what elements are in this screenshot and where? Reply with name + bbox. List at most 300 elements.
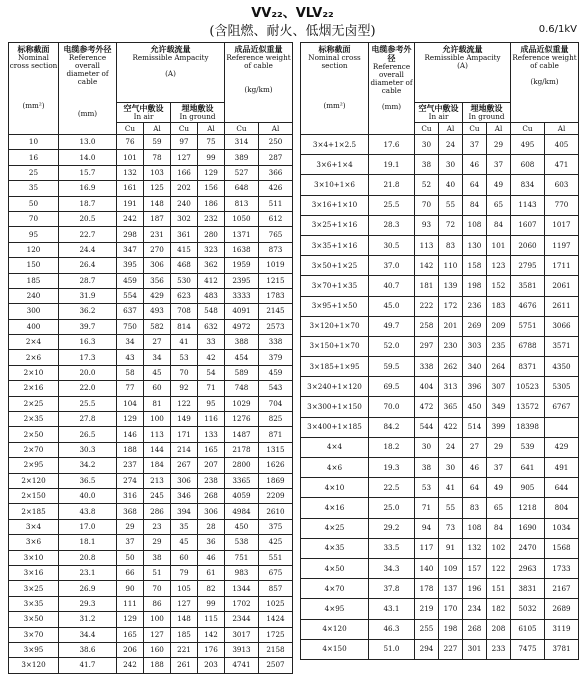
- table-cell: 361: [171, 227, 198, 242]
- table-cell: 2×70: [9, 442, 59, 457]
- table-cell: 146: [117, 427, 144, 442]
- table-cell: 388: [225, 335, 259, 350]
- table-cell: 3×16: [9, 565, 59, 580]
- cu-header: Cu: [463, 123, 487, 135]
- table-cell: 1276: [225, 412, 259, 427]
- table-cell: 156: [198, 181, 225, 196]
- table-cell: 3×16+1×10: [301, 195, 369, 215]
- table-cell: 60: [144, 381, 171, 396]
- table-cell: 84: [487, 215, 511, 235]
- table-cell: 149: [171, 412, 198, 427]
- table-cell: 396: [463, 377, 487, 397]
- table-cell: 172: [439, 296, 463, 316]
- table-cell: 122: [487, 558, 511, 578]
- table-cell: 51: [144, 565, 171, 580]
- table-cell: 207: [198, 458, 225, 473]
- table-cell: 70: [415, 195, 439, 215]
- table-row: [9, 627, 293, 642]
- table-cell: 40: [439, 175, 463, 195]
- table-cell: 25.5: [59, 396, 117, 411]
- table-cell: 3781: [545, 639, 579, 659]
- table-cell: 548: [198, 304, 225, 319]
- table-cell: 34.2: [59, 458, 117, 473]
- table-cell: 46.3: [369, 619, 415, 639]
- table-cell: 41: [439, 478, 463, 498]
- table-cell: 95: [9, 227, 59, 242]
- table-row: [9, 519, 293, 534]
- table-cell: 871: [259, 427, 293, 442]
- table-cell: 366: [259, 165, 293, 180]
- table-cell: 27.8: [59, 412, 117, 427]
- table-cell: 17.6: [369, 135, 415, 155]
- table-cell: 527: [225, 165, 259, 180]
- table-cell: 543: [259, 381, 293, 396]
- table-row: [9, 442, 293, 457]
- table-cell: 3581: [511, 276, 545, 296]
- table-cell: 24.4: [59, 242, 117, 257]
- table-cell: 101: [487, 235, 511, 255]
- table-row: [9, 350, 293, 365]
- table-cell: 43: [117, 350, 144, 365]
- table-row: [301, 336, 579, 356]
- table-cell: 75: [198, 135, 225, 150]
- al-header: Al: [487, 123, 511, 135]
- table-cell: 2×185: [9, 504, 59, 519]
- table-cell: 632: [198, 319, 225, 334]
- table-cell: 46: [198, 550, 225, 565]
- table-cell: 538: [225, 535, 259, 550]
- table-row: [301, 579, 579, 599]
- table-cell: 3×35: [9, 596, 59, 611]
- table-cell: 185: [9, 273, 59, 288]
- table-cell: 400: [9, 319, 59, 334]
- table-cell: 5032: [511, 599, 545, 619]
- table-cell: 16.3: [59, 335, 117, 350]
- table-cell: 306: [171, 473, 198, 488]
- table-cell: 18.1: [59, 535, 117, 550]
- table-cell: 83: [439, 235, 463, 255]
- table-cell: 3×70: [9, 627, 59, 642]
- table-cell: 122: [171, 396, 198, 411]
- table-cell: 7475: [511, 639, 545, 659]
- table-cell: 362: [198, 258, 225, 273]
- table-cell: 751: [225, 550, 259, 565]
- table-cell: 188: [117, 442, 144, 457]
- table-cell: 297: [415, 336, 439, 356]
- table-row: [9, 150, 293, 165]
- table-cell: 132: [463, 538, 487, 558]
- table-cell: 232: [198, 211, 225, 226]
- table-cell: 306: [144, 258, 171, 273]
- table-cell: 25.0: [369, 498, 415, 518]
- table-cell: 93: [415, 215, 439, 235]
- table-cell: 71: [198, 381, 225, 396]
- table-cell: 234: [463, 599, 487, 619]
- table-row: [9, 227, 293, 242]
- table-cell: 58: [117, 365, 144, 380]
- table-cell: 99: [198, 150, 225, 165]
- table-cell: 31.2: [59, 612, 117, 627]
- table-cell: 983: [225, 565, 259, 580]
- table-row: [301, 498, 579, 518]
- diameter-header: 电缆参考外径 Reference overall diameter of cable (mm): [59, 43, 117, 135]
- table-cell: 28.7: [59, 273, 117, 288]
- left-spec-table: [8, 42, 293, 674]
- table-cell: 3066: [545, 316, 579, 336]
- table-cell: 94: [415, 518, 439, 538]
- table-cell: 171: [171, 427, 198, 442]
- table-cell: 70: [171, 365, 198, 380]
- table-cell: 459: [117, 273, 144, 288]
- table-cell: 184: [144, 458, 171, 473]
- cu-header: Cu: [511, 123, 545, 135]
- table-cell: 3×120+1×70: [301, 316, 369, 336]
- table-cell: 551: [259, 550, 293, 565]
- table-cell: 270: [144, 242, 171, 257]
- table-cell: 1690: [511, 518, 545, 538]
- table-cell: 1143: [511, 195, 545, 215]
- table-cell: 2061: [545, 276, 579, 296]
- table-cell: 76: [117, 135, 144, 150]
- table-cell: 2×150: [9, 488, 59, 503]
- table-cell: 2507: [259, 658, 293, 673]
- table-row: [301, 215, 579, 235]
- table-cell: 346: [171, 488, 198, 503]
- table-cell: 130: [463, 235, 487, 255]
- table-cell: 150: [9, 258, 59, 273]
- table-cell: 206: [117, 642, 144, 657]
- table-cell: 123: [487, 256, 511, 276]
- table-row: [301, 599, 579, 619]
- table-cell: 219: [415, 599, 439, 619]
- table-cell: 491: [545, 458, 579, 478]
- table-cell: 59.5: [369, 357, 415, 377]
- table-cell: 53: [415, 478, 439, 498]
- table-cell: 1215: [259, 273, 293, 288]
- table-cell: 165: [198, 442, 225, 457]
- table-cell: 125: [144, 181, 171, 196]
- table-cell: 230: [439, 336, 463, 356]
- table-cell: 264: [487, 357, 511, 377]
- table-row: [9, 565, 293, 580]
- table-cell: 26.5: [59, 427, 117, 442]
- table-row: [301, 538, 579, 558]
- table-cell: 235: [487, 336, 511, 356]
- table-cell: 3×6: [9, 535, 59, 550]
- table-cell: 2470: [511, 538, 545, 558]
- table-row: [9, 658, 293, 673]
- table-row: [301, 458, 579, 478]
- table-cell: 3×95: [9, 642, 59, 657]
- table-cell: 23: [144, 519, 171, 534]
- table-cell: 116: [198, 412, 225, 427]
- table-row: [9, 458, 293, 473]
- table-row: [301, 135, 579, 155]
- table-cell: 46: [463, 155, 487, 175]
- table-cell: 20.0: [59, 365, 117, 380]
- table-cell: 202: [171, 181, 198, 196]
- table-cell: 137: [439, 579, 463, 599]
- table-cell: 129: [117, 412, 144, 427]
- table-cell: 26.4: [59, 258, 117, 273]
- table-cell: 2145: [259, 304, 293, 319]
- table-cell: 280: [198, 227, 225, 242]
- table-cell: 139: [439, 276, 463, 296]
- table-cell: 454: [225, 350, 259, 365]
- table-cell: 127: [171, 150, 198, 165]
- table-row: [301, 518, 579, 538]
- table-row: [9, 365, 293, 380]
- table-cell: 2573: [259, 319, 293, 334]
- table-cell: 21.8: [369, 175, 415, 195]
- table-cell: 395: [117, 258, 144, 273]
- table-cell: 1019: [259, 258, 293, 273]
- table-cell: 379: [259, 350, 293, 365]
- table-cell: 2167: [545, 579, 579, 599]
- table-cell: 43.1: [369, 599, 415, 619]
- table-cell: 24: [439, 135, 463, 155]
- table-cell: 22.5: [369, 478, 415, 498]
- table-cell: 198: [439, 619, 463, 639]
- table-cell: 115: [198, 612, 225, 627]
- table-cell: 165: [117, 627, 144, 642]
- table-cell: 65: [487, 195, 511, 215]
- table-cell: 1218: [511, 498, 545, 518]
- table-cell: 648: [225, 181, 259, 196]
- table-cell: 3365: [225, 473, 259, 488]
- table-row: [9, 535, 293, 550]
- table-cell: 3119: [545, 619, 579, 639]
- table-cell: 298: [117, 227, 144, 242]
- table-cell: 2×6: [9, 350, 59, 365]
- table-cell: 3017: [225, 627, 259, 642]
- table-cell: 100: [144, 612, 171, 627]
- table-cell: 412: [198, 273, 225, 288]
- table-cell: 92: [171, 381, 198, 396]
- table-cell: 29.3: [59, 596, 117, 611]
- table-cell: 4×95: [301, 599, 369, 619]
- table-cell: 99: [198, 596, 225, 611]
- table-cell: 82: [198, 581, 225, 596]
- table-cell: 262: [439, 357, 463, 377]
- table-cell: 148: [144, 196, 171, 211]
- table-row: [9, 335, 293, 350]
- table-cell: 38.6: [59, 642, 117, 657]
- table-row: [301, 296, 579, 316]
- table-cell: 608: [511, 155, 545, 175]
- table-cell: 1638: [225, 242, 259, 257]
- table-cell: 201: [439, 316, 463, 336]
- weight-header: 成品近似重量 Reference weight of cable (kg/km): [511, 43, 579, 123]
- table-cell: 69.5: [369, 377, 415, 397]
- table-cell: 148: [171, 612, 198, 627]
- table-cell: 267: [171, 458, 198, 473]
- table-cell: 144: [144, 442, 171, 457]
- table-cell: 22.0: [59, 381, 117, 396]
- table-cell: 2963: [511, 558, 545, 578]
- table-cell: 117: [415, 538, 439, 558]
- table-cell: 221: [171, 642, 198, 657]
- table-cell: 394: [171, 504, 198, 519]
- table-cell: 2×4: [9, 335, 59, 350]
- table-cell: 51.0: [369, 639, 415, 659]
- table-cell: 3×10+1×6: [301, 175, 369, 195]
- table-cell: 64: [463, 478, 487, 498]
- table-cell: 1733: [545, 558, 579, 578]
- table-cell: 38: [144, 550, 171, 565]
- table-row: [9, 196, 293, 211]
- table-row: [9, 211, 293, 226]
- table-cell: 1315: [259, 442, 293, 457]
- table-cell: 2×10: [9, 365, 59, 380]
- table-cell: 1725: [259, 627, 293, 642]
- table-row: [301, 478, 579, 498]
- table-row: [9, 427, 293, 442]
- ampacity-header: 允许载流量 Remissible Ampacity (A): [117, 43, 225, 103]
- table-row: [301, 639, 579, 659]
- table-cell: 514: [463, 417, 487, 437]
- table-cell: 70.0: [369, 397, 415, 417]
- table-cell: 208: [487, 619, 511, 639]
- table-cell: 104: [117, 396, 144, 411]
- cu-header: Cu: [225, 123, 259, 135]
- table-cell: 472: [415, 397, 439, 417]
- table-cell: 3831: [511, 579, 545, 599]
- table-cell: 2209: [259, 488, 293, 503]
- table-cell: 6105: [511, 619, 545, 639]
- table-cell: 33.5: [369, 538, 415, 558]
- table-cell: 554: [117, 288, 144, 303]
- table-row: [9, 596, 293, 611]
- table-cell: 4×16: [301, 498, 369, 518]
- table-cell: 108: [463, 215, 487, 235]
- page-title: VV₂₂、VLV₂₂: [251, 6, 334, 21]
- table-cell: 242: [117, 658, 144, 673]
- table-cell: 30: [439, 458, 463, 478]
- table-cell: 3×50: [9, 612, 59, 627]
- table-cell: 28.3: [369, 215, 415, 235]
- table-cell: 287: [259, 150, 293, 165]
- table-cell: 493: [144, 304, 171, 319]
- table-cell: 129: [117, 612, 144, 627]
- table-row: [9, 181, 293, 196]
- table-cell: 301: [463, 639, 487, 659]
- table-cell: 3×240+1×120: [301, 377, 369, 397]
- table-cell: 20.8: [59, 550, 117, 565]
- table-cell: 60: [171, 550, 198, 565]
- table-cell: 637: [117, 304, 144, 319]
- table-cell: 4×120: [301, 619, 369, 639]
- table-cell: 84: [463, 195, 487, 215]
- table-cell: 4×150: [301, 639, 369, 659]
- table-cell: 127: [144, 627, 171, 642]
- table-row: [9, 504, 293, 519]
- table-cell: 15.7: [59, 165, 117, 180]
- table-cell: 1424: [259, 612, 293, 627]
- table-row: [9, 612, 293, 627]
- table-cell: 4×70: [301, 579, 369, 599]
- diameter-header: 电缆参考外径 Reference overall diameter of cable (mm): [369, 43, 415, 135]
- table-cell: 55: [439, 195, 463, 215]
- table-cell: 100: [144, 412, 171, 427]
- table-row: [9, 412, 293, 427]
- table-row: [9, 319, 293, 334]
- table-cell: 91: [439, 538, 463, 558]
- table-cell: 704: [259, 396, 293, 411]
- table-cell: 3×95+1×50: [301, 296, 369, 316]
- table-cell: 95: [198, 396, 225, 411]
- table-cell: 3333: [225, 288, 259, 303]
- table-cell: 33: [198, 335, 225, 350]
- table-cell: 83: [463, 498, 487, 518]
- table-cell: 90: [117, 581, 144, 596]
- al-header: Al: [144, 123, 171, 135]
- table-cell: 152: [487, 276, 511, 296]
- table-cell: 50: [9, 196, 59, 211]
- table-row: [301, 397, 579, 417]
- right-spec-table: [300, 42, 579, 660]
- table-row: [9, 258, 293, 273]
- table-cell: 108: [463, 518, 487, 538]
- section-header: 标称截面 Nominal cross section (mm²): [9, 43, 59, 135]
- table-cell: 37.0: [369, 256, 415, 276]
- table-cell: 151: [487, 579, 511, 599]
- table-cell: 38: [415, 155, 439, 175]
- table-cell: 14.0: [59, 150, 117, 165]
- table-cell: 2×35: [9, 412, 59, 427]
- table-cell: 268: [463, 619, 487, 639]
- table-cell: 4×25: [301, 518, 369, 538]
- table-cell: 306: [198, 504, 225, 519]
- table-cell: 468: [171, 258, 198, 273]
- table-cell: 127: [171, 596, 198, 611]
- table-cell: 1025: [259, 596, 293, 611]
- table-cell: 4×50: [301, 558, 369, 578]
- ampacity-header: 允许载流量 Remissible Ampacity (A): [415, 43, 511, 103]
- table-cell: 13572: [511, 397, 545, 417]
- table-cell: 129: [198, 165, 225, 180]
- table-cell: 35: [9, 181, 59, 196]
- table-cell: 3×400+1×185: [301, 417, 369, 437]
- table-cell: 4091: [225, 304, 259, 319]
- table-cell: 43.8: [59, 504, 117, 519]
- table-cell: 55: [439, 498, 463, 518]
- table-cell: 61: [198, 565, 225, 580]
- table-cell: 258: [415, 316, 439, 336]
- table-cell: 101: [117, 150, 144, 165]
- table-cell: 708: [171, 304, 198, 319]
- table-cell: 185: [171, 627, 198, 642]
- table-cell: 1344: [225, 581, 259, 596]
- table-cell: 814: [171, 319, 198, 334]
- table-cell: 186: [198, 196, 225, 211]
- table-cell: 37: [117, 535, 144, 550]
- table-cell: 770: [545, 195, 579, 215]
- in-ground-header: 埋地敷设 In ground: [463, 103, 511, 123]
- table-cell: 459: [259, 365, 293, 380]
- table-cell: 34: [144, 350, 171, 365]
- table-cell: 198: [463, 276, 487, 296]
- table-cell: 313: [439, 377, 463, 397]
- table-cell: 37: [487, 155, 511, 175]
- table-row: [301, 437, 579, 457]
- table-cell: 29: [144, 535, 171, 550]
- table-cell: 389: [225, 150, 259, 165]
- table-cell: 41.7: [59, 658, 117, 673]
- table-cell: 2158: [259, 642, 293, 657]
- in-ground-header: 埋地敷设 In ground: [171, 103, 225, 123]
- table-cell: 34.3: [369, 558, 415, 578]
